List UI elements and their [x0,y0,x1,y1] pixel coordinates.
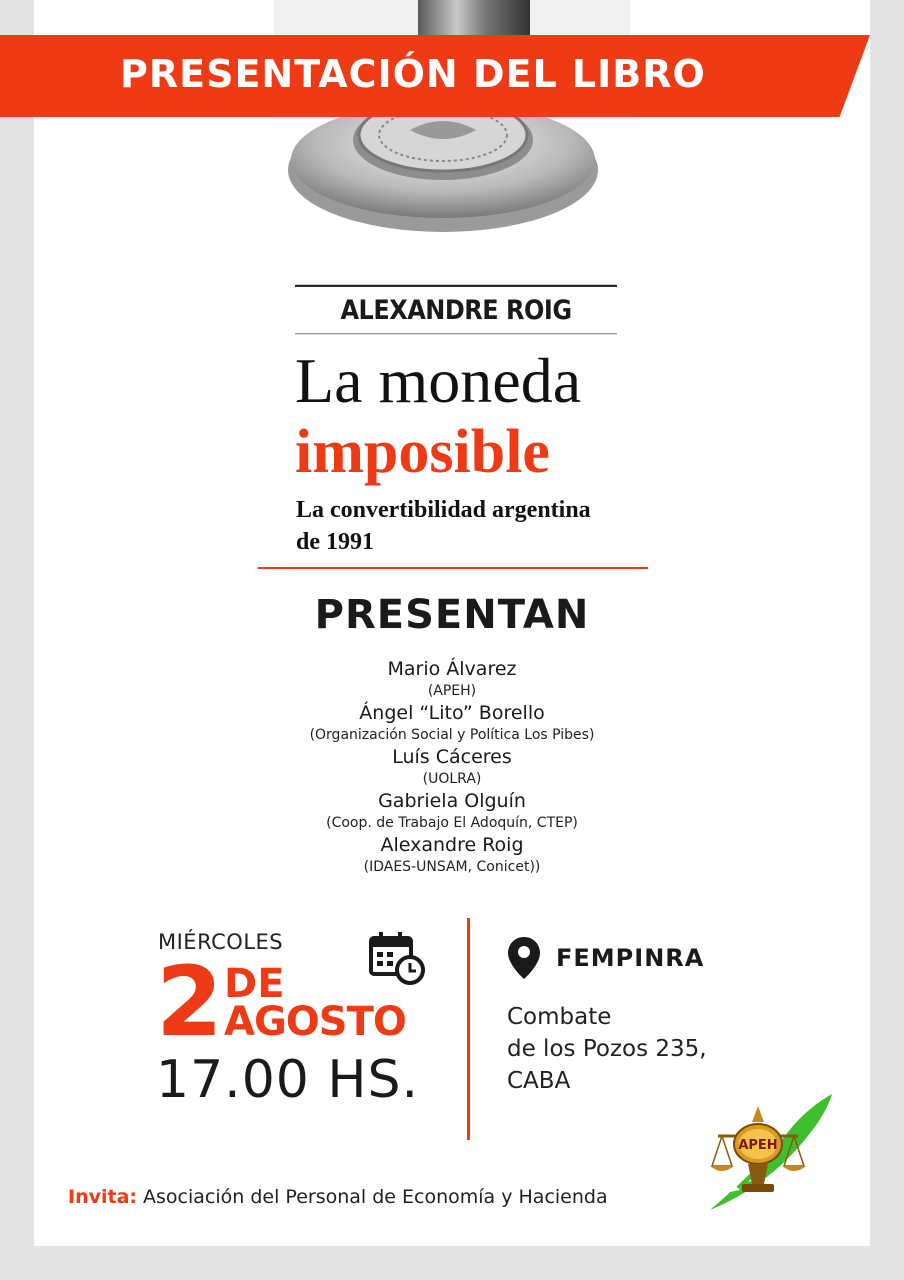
speaker-name: Mario Álvarez [387,658,517,680]
event-day: MIÉRCOLES [158,930,284,954]
venue-address [507,1001,707,1097]
speaker-org: (Organización Social y Política Los Pibes) [309,727,595,743]
presentan-heading: PRESENTAN [314,592,590,638]
speaker-item [0,788,904,832]
speaker-name: Alexandre Roig [380,834,524,856]
speaker-org: (IDAES-UNSAM, Conicet)) [363,859,541,875]
header-title: PRESENTACIÓN DEL LIBRO [120,52,706,96]
apeh-logo [700,1092,840,1217]
address-line: CABA [507,1068,571,1094]
event-date-number: 2 [156,946,219,1058]
speaker-org: (UOLRA) [422,771,482,787]
address-line: Combate [507,1004,612,1030]
speaker-name: Gabriela Olguín [378,790,526,812]
speaker-org: (Coop. de Trabajo El Adoquín, CTEP) [326,815,578,831]
speaker-item [0,656,904,700]
speaker-org: (APEH) [427,683,477,699]
event-date-month: AGOSTO [224,999,406,1045]
logo-text: APEH [738,1138,778,1153]
address-line: de los Pozos 235, [507,1036,707,1062]
book-author: ALEXANDRE ROIG [295,285,617,335]
vertical-divider [467,918,470,1140]
speaker-item [0,832,904,876]
book-title-line1: La moneda [295,345,582,416]
speaker-name: Luís Cáceres [392,746,512,768]
speaker-item [0,700,904,744]
book-title-line2: imposible [295,418,550,486]
speaker-name: Ángel “Lito” Borello [359,702,545,724]
venue-name: FEMPINRA [556,944,705,972]
divider [258,567,648,569]
speaker-item [0,744,904,788]
calendar-clock-icon [368,930,426,986]
map-pin-icon [506,935,542,981]
book-subtitle-line1: La convertibilidad argentina [296,497,591,523]
invite-line [68,1186,608,1208]
event-date-de: DE [224,961,285,1007]
invite-label: Invita: [68,1186,137,1208]
book-subtitle [296,494,636,558]
speaker-list [0,656,904,876]
invite-organization: Asociación del Personal de Economía y Hacienda [137,1186,608,1208]
book-subtitle-line2: de 1991 [296,529,374,555]
event-time: 17.00 HS. [156,1050,420,1110]
